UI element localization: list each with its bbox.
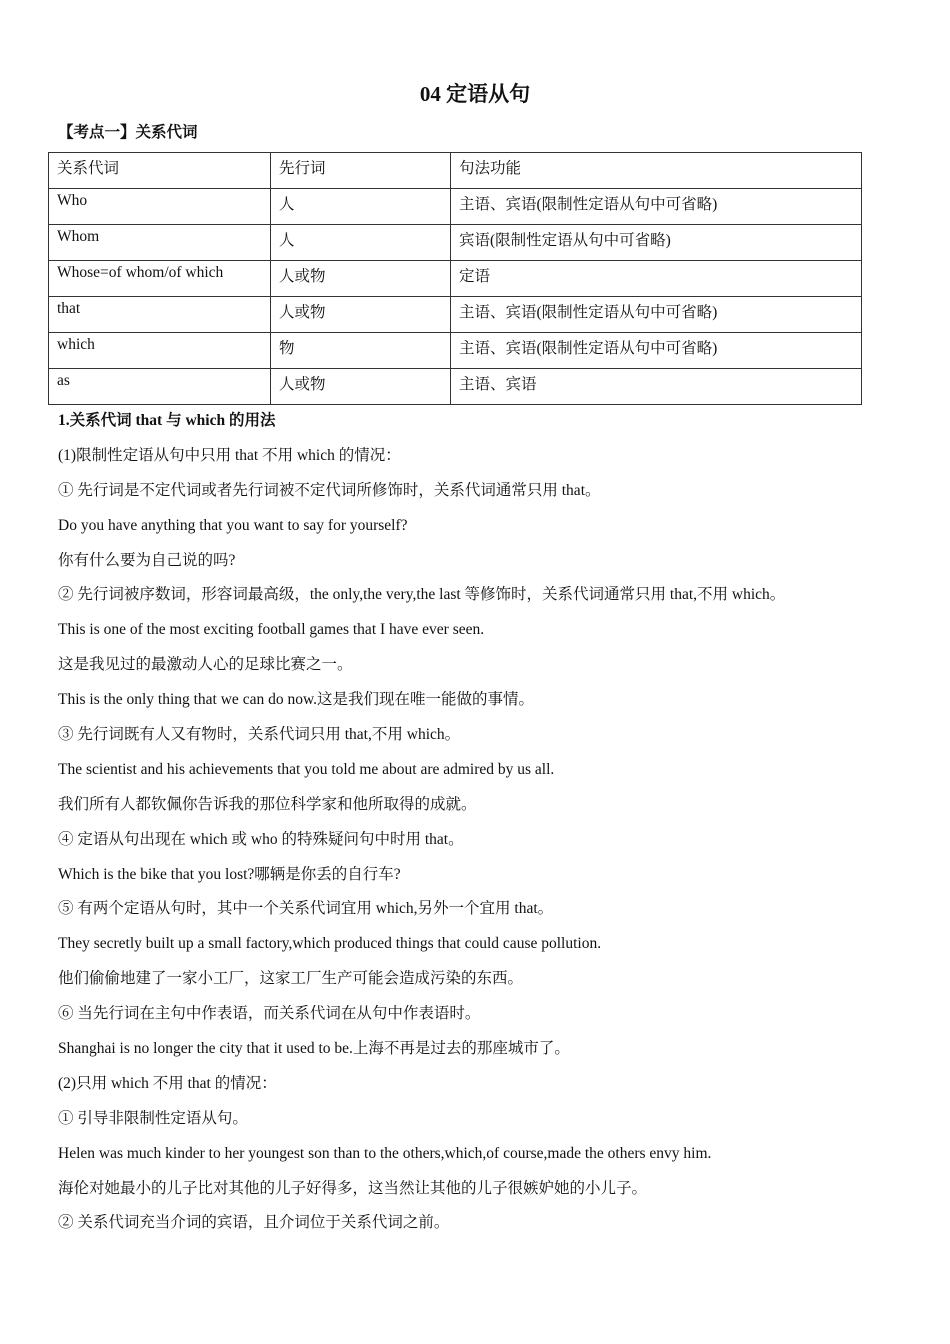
translation-line: 你有什么要为自己说的吗? <box>58 551 236 569</box>
text-line: ⑤ 有两个定语从句时，其中一个关系代词宜用 which,另外一个宜用 that。 <box>58 900 554 918</box>
table-row <box>49 297 862 333</box>
table-cell: that <box>49 297 271 333</box>
text-line: ④ 定语从句出现在 which 或 who 的特殊疑问句中时用 that。 <box>58 830 464 848</box>
table-cell: Who <box>49 189 271 225</box>
table-cell: 人或物 <box>271 297 451 333</box>
text-line: ③ 先行词既有人又有物时，关系代词只用 that,不用 which。 <box>58 726 461 744</box>
table-cell: 主语、宾语(限制性定语从句中可省略) <box>451 333 862 369</box>
table-cell: 人或物 <box>271 261 451 297</box>
example-sentence: This is one of the most exciting football games that I have ever seen. <box>58 621 485 639</box>
table-row <box>49 261 862 297</box>
table-cell: 主语、宾语(限制性定语从句中可省略) <box>451 297 862 333</box>
translation-line: 海伦对她最小的儿子比对其他的儿子好得多，这当然让其他的儿子很嫉妒她的小儿子。 <box>58 1179 648 1197</box>
example-sentence: Shanghai is no longer the city that it used to be.上海不再是过去的那座城市了。 <box>58 1040 570 1058</box>
example-sentence: This is the only thing that we can do now.这是我们现在唯一能做的事情。 <box>58 691 535 709</box>
header-cell: 先行词 <box>271 153 451 189</box>
header-cell: 句法功能 <box>451 153 862 189</box>
subheading: 1.关系代词 that 与 which 的用法 <box>58 412 276 429</box>
table-cell: which <box>49 333 271 369</box>
table-header-row <box>49 153 862 189</box>
text-line: ⑥ 当先行词在主句中作表语，而关系代词在从句中作表语时。 <box>58 1005 481 1023</box>
text-line: ① 先行词是不定代词或者先行词被不定代词所修饰时，关系代词通常只用 that。 <box>58 481 601 499</box>
table-row <box>49 333 862 369</box>
body-text <box>58 404 908 1241</box>
translation-line: 我们所有人都钦佩你告诉我的那位科学家和他所取得的成就。 <box>58 795 477 813</box>
example-sentence: Helen was much kinder to her youngest son than to the others,which,of course,made the others envy him. <box>58 1144 712 1162</box>
example-sentence: Which is the bike that you lost?哪辆是你丢的自行车? <box>58 865 401 883</box>
table-cell: 人 <box>271 189 451 225</box>
example-sentence: Do you have anything that you want to say for yourself? <box>58 516 408 534</box>
table-row <box>49 369 862 405</box>
section-heading: 【考点一】关系代词 <box>58 124 198 141</box>
table-row <box>49 225 862 261</box>
table-cell: as <box>49 369 271 405</box>
text-line: ① 引导非限制性定语从句。 <box>58 1109 248 1127</box>
text-line: ② 关系代词充当介词的宾语，且介词位于关系代词之前。 <box>58 1214 450 1232</box>
table-cell: Whose=of whom/of which <box>49 261 271 297</box>
example-sentence: They secretly built up a small factory,which produced things that could cause pollution. <box>58 935 602 953</box>
page-title: 04 定语从句 <box>419 82 531 106</box>
table-cell: 定语 <box>451 261 862 297</box>
table-cell: 物 <box>271 333 451 369</box>
header-cell: 关系代词 <box>49 153 271 189</box>
table-cell: 主语、宾语(限制性定语从句中可省略) <box>451 189 862 225</box>
text-line: ② 先行词被序数词，形容词最高级，the only,the very,the last 等修饰时，关系代词通常只用 that,不用 which。 <box>58 586 786 604</box>
text-line: (1)限制性定语从句中只用 that 不用 which 的情况： <box>58 446 401 464</box>
table-cell: 宾语(限制性定语从句中可省略) <box>451 225 862 261</box>
translation-line: 他们偷偷地建了一家小工厂，这家工厂生产可能会造成污染的东西。 <box>58 970 524 988</box>
text-line: (2)只用 which 不用 that 的情况： <box>58 1074 277 1092</box>
table-row <box>49 189 862 225</box>
translation-line: 这是我见过的最激动人心的足球比赛之一。 <box>58 656 353 674</box>
example-sentence: The scientist and his achievements that you told me about are admired by us all. <box>58 760 555 778</box>
table-cell: 人或物 <box>271 369 451 405</box>
table-cell: Whom <box>49 225 271 261</box>
table-cell: 主语、宾语 <box>451 369 862 405</box>
table-cell: 人 <box>271 225 451 261</box>
relative-pronoun-table <box>48 152 862 405</box>
